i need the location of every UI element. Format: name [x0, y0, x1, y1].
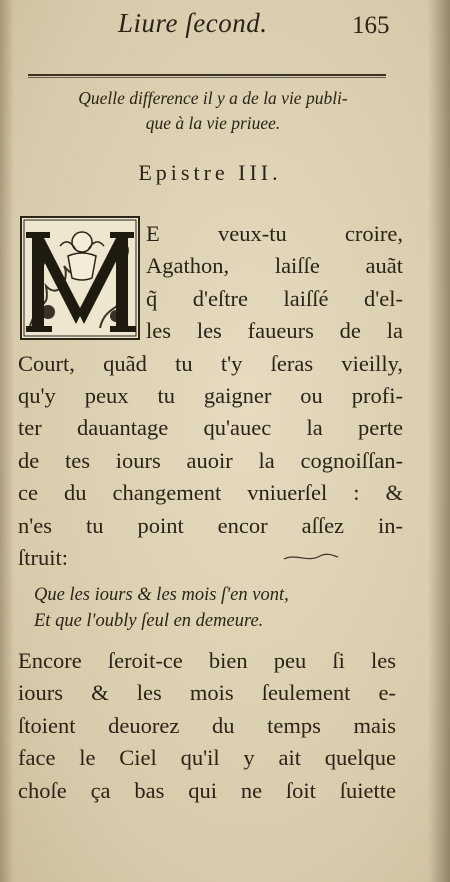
verse-line-2: Et que l'oubly ſeul en demeure.	[34, 611, 264, 631]
subject-line-2: que à la vie priuee.	[145, 113, 281, 133]
body-line: q̃ d'eſtre laiſſé d'el-	[146, 285, 403, 311]
gutter-shadow	[0, 0, 14, 882]
verse-line-1: Que les iours & les mois ſ'en vont,	[34, 585, 289, 605]
body-line: E veux-tu croire,	[146, 221, 403, 246]
body-line: iours & les mois ſeulement e-	[18, 680, 396, 706]
body-line: qu'y peux tu gaigner ou profi-	[18, 382, 403, 408]
body-line: Encore ſeroit-ce bien peu ſi les	[18, 648, 396, 673]
body-line: n'es tu point encor aſſez in-	[18, 512, 403, 538]
body-line: ter dauantage qu'auec la perte	[18, 415, 403, 441]
subject-line-1: Quelle difference il y a de la vie publi-	[78, 88, 348, 108]
epistle-body-continued	[18, 645, 396, 807]
epistle-body	[18, 218, 403, 574]
header-rule	[28, 74, 386, 76]
body-line: ce du changement vniuerſel : &	[18, 480, 403, 506]
epistle-subject	[18, 86, 408, 136]
page-number: 165	[352, 12, 390, 39]
body-line: ſtruit:	[18, 544, 68, 570]
body-line: face le Ciel qu'il y ait quelque	[18, 745, 396, 771]
edge-shadow	[428, 0, 450, 882]
body-line: ſtoient deuorez du temps mais	[18, 712, 396, 738]
header-rule-thin	[28, 77, 386, 78]
running-head-title: Liure ſecond.	[118, 8, 268, 38]
line-flourish	[282, 551, 340, 563]
body-line: Court, quãd tu t'y ſeras vieilly,	[18, 350, 403, 376]
body-line: choſe ça bas qui ne ſoit ſuiette	[18, 777, 396, 803]
running-head	[0, 0, 450, 50]
body-line: de tes iours auoir la cognoiſſan-	[18, 447, 403, 473]
verse-quotation	[34, 582, 364, 634]
body-line: les les faueurs de la	[146, 318, 403, 344]
epistle-heading: Epistre III.	[138, 160, 282, 185]
body-line: Agathon, laiſſe auãt	[146, 253, 403, 279]
